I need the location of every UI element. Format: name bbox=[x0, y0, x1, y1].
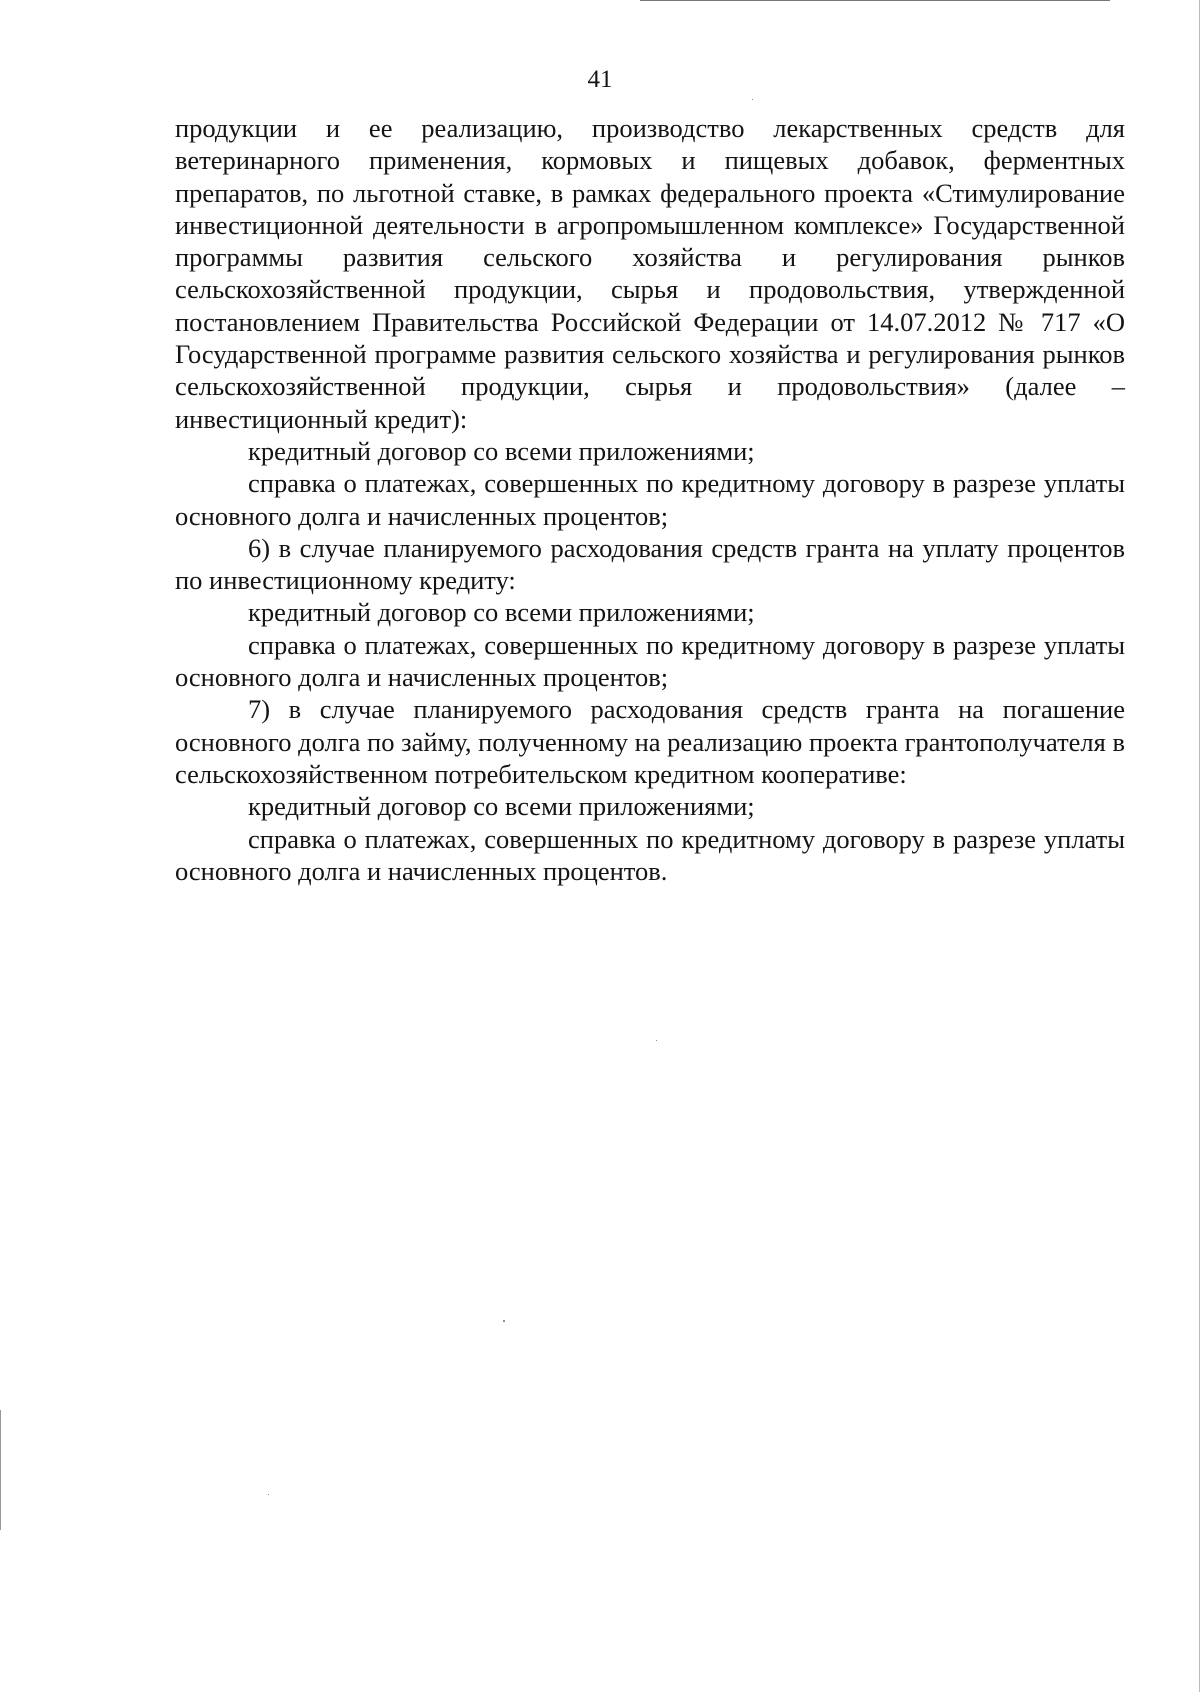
document-body bbox=[175, 112, 1125, 887]
paragraph-8: кредитный договор со всеми приложениями; bbox=[248, 791, 755, 822]
page-number: 41 bbox=[587, 66, 613, 93]
paragraph-4: 6) в случае планируемого расходования средств гранта на уплату процентов по инвестиционному кредиту: bbox=[175, 532, 1125, 596]
paragraph-7: 7) в случае планируемого расходования средств гранта на погашение основного долга по займу, полученному на реализацию проекта грантополучателя в сельскохозяйственном потребительском кредитном кооперативе: bbox=[175, 694, 1125, 789]
scan-edge-top bbox=[640, 0, 1110, 1]
paragraph-5: кредитный договор со всеми приложениями; bbox=[248, 597, 755, 628]
scan-speck bbox=[656, 1040, 657, 1041]
scan-speck bbox=[503, 1320, 505, 1322]
paragraph-3: справка о платежах, совершенных по кредитному договору в разрезе уплаты основного долга и начисленных процентов; bbox=[175, 468, 1125, 531]
scan-edge-left bbox=[0, 1410, 1, 1530]
paragraph-2: кредитный договор со всеми приложениями; bbox=[248, 435, 755, 466]
scan-speck bbox=[752, 99, 753, 100]
scan-speck bbox=[268, 1494, 269, 1495]
paragraph-6: справка о платежах, совершенных по кредитному договору в разрезе уплаты основного долга и начисленных процентов; bbox=[175, 629, 1125, 693]
paragraph-1: продукции и ее реализацию, производство лекарственных средств для ветеринарного применения, кормовых и пищевых добавок, ферментных препаратов, по льготной ставке, в рамках федерального проекта «Стимулирование инвестиционной деятельности в агропромышленном комплексе» Государственной программы развития сельского хозяйства и регулирования рынков сельскохозяйственной продукции, сырья и продовольствия, утвержденной постановлением Правительства Российской Федерации от 14.07.2012 № 717 «О Государственной программе развития сельского хозяйства и регулирования рынков сельскохозяйственной продукции, сырья и продовольствия» (далее – инвестиционный кредит): bbox=[175, 113, 1125, 434]
paragraph-9: справка о платежах, совершенных по кредитному договору в разрезе уплаты основного долга и начисленных процентов. bbox=[175, 823, 1125, 886]
